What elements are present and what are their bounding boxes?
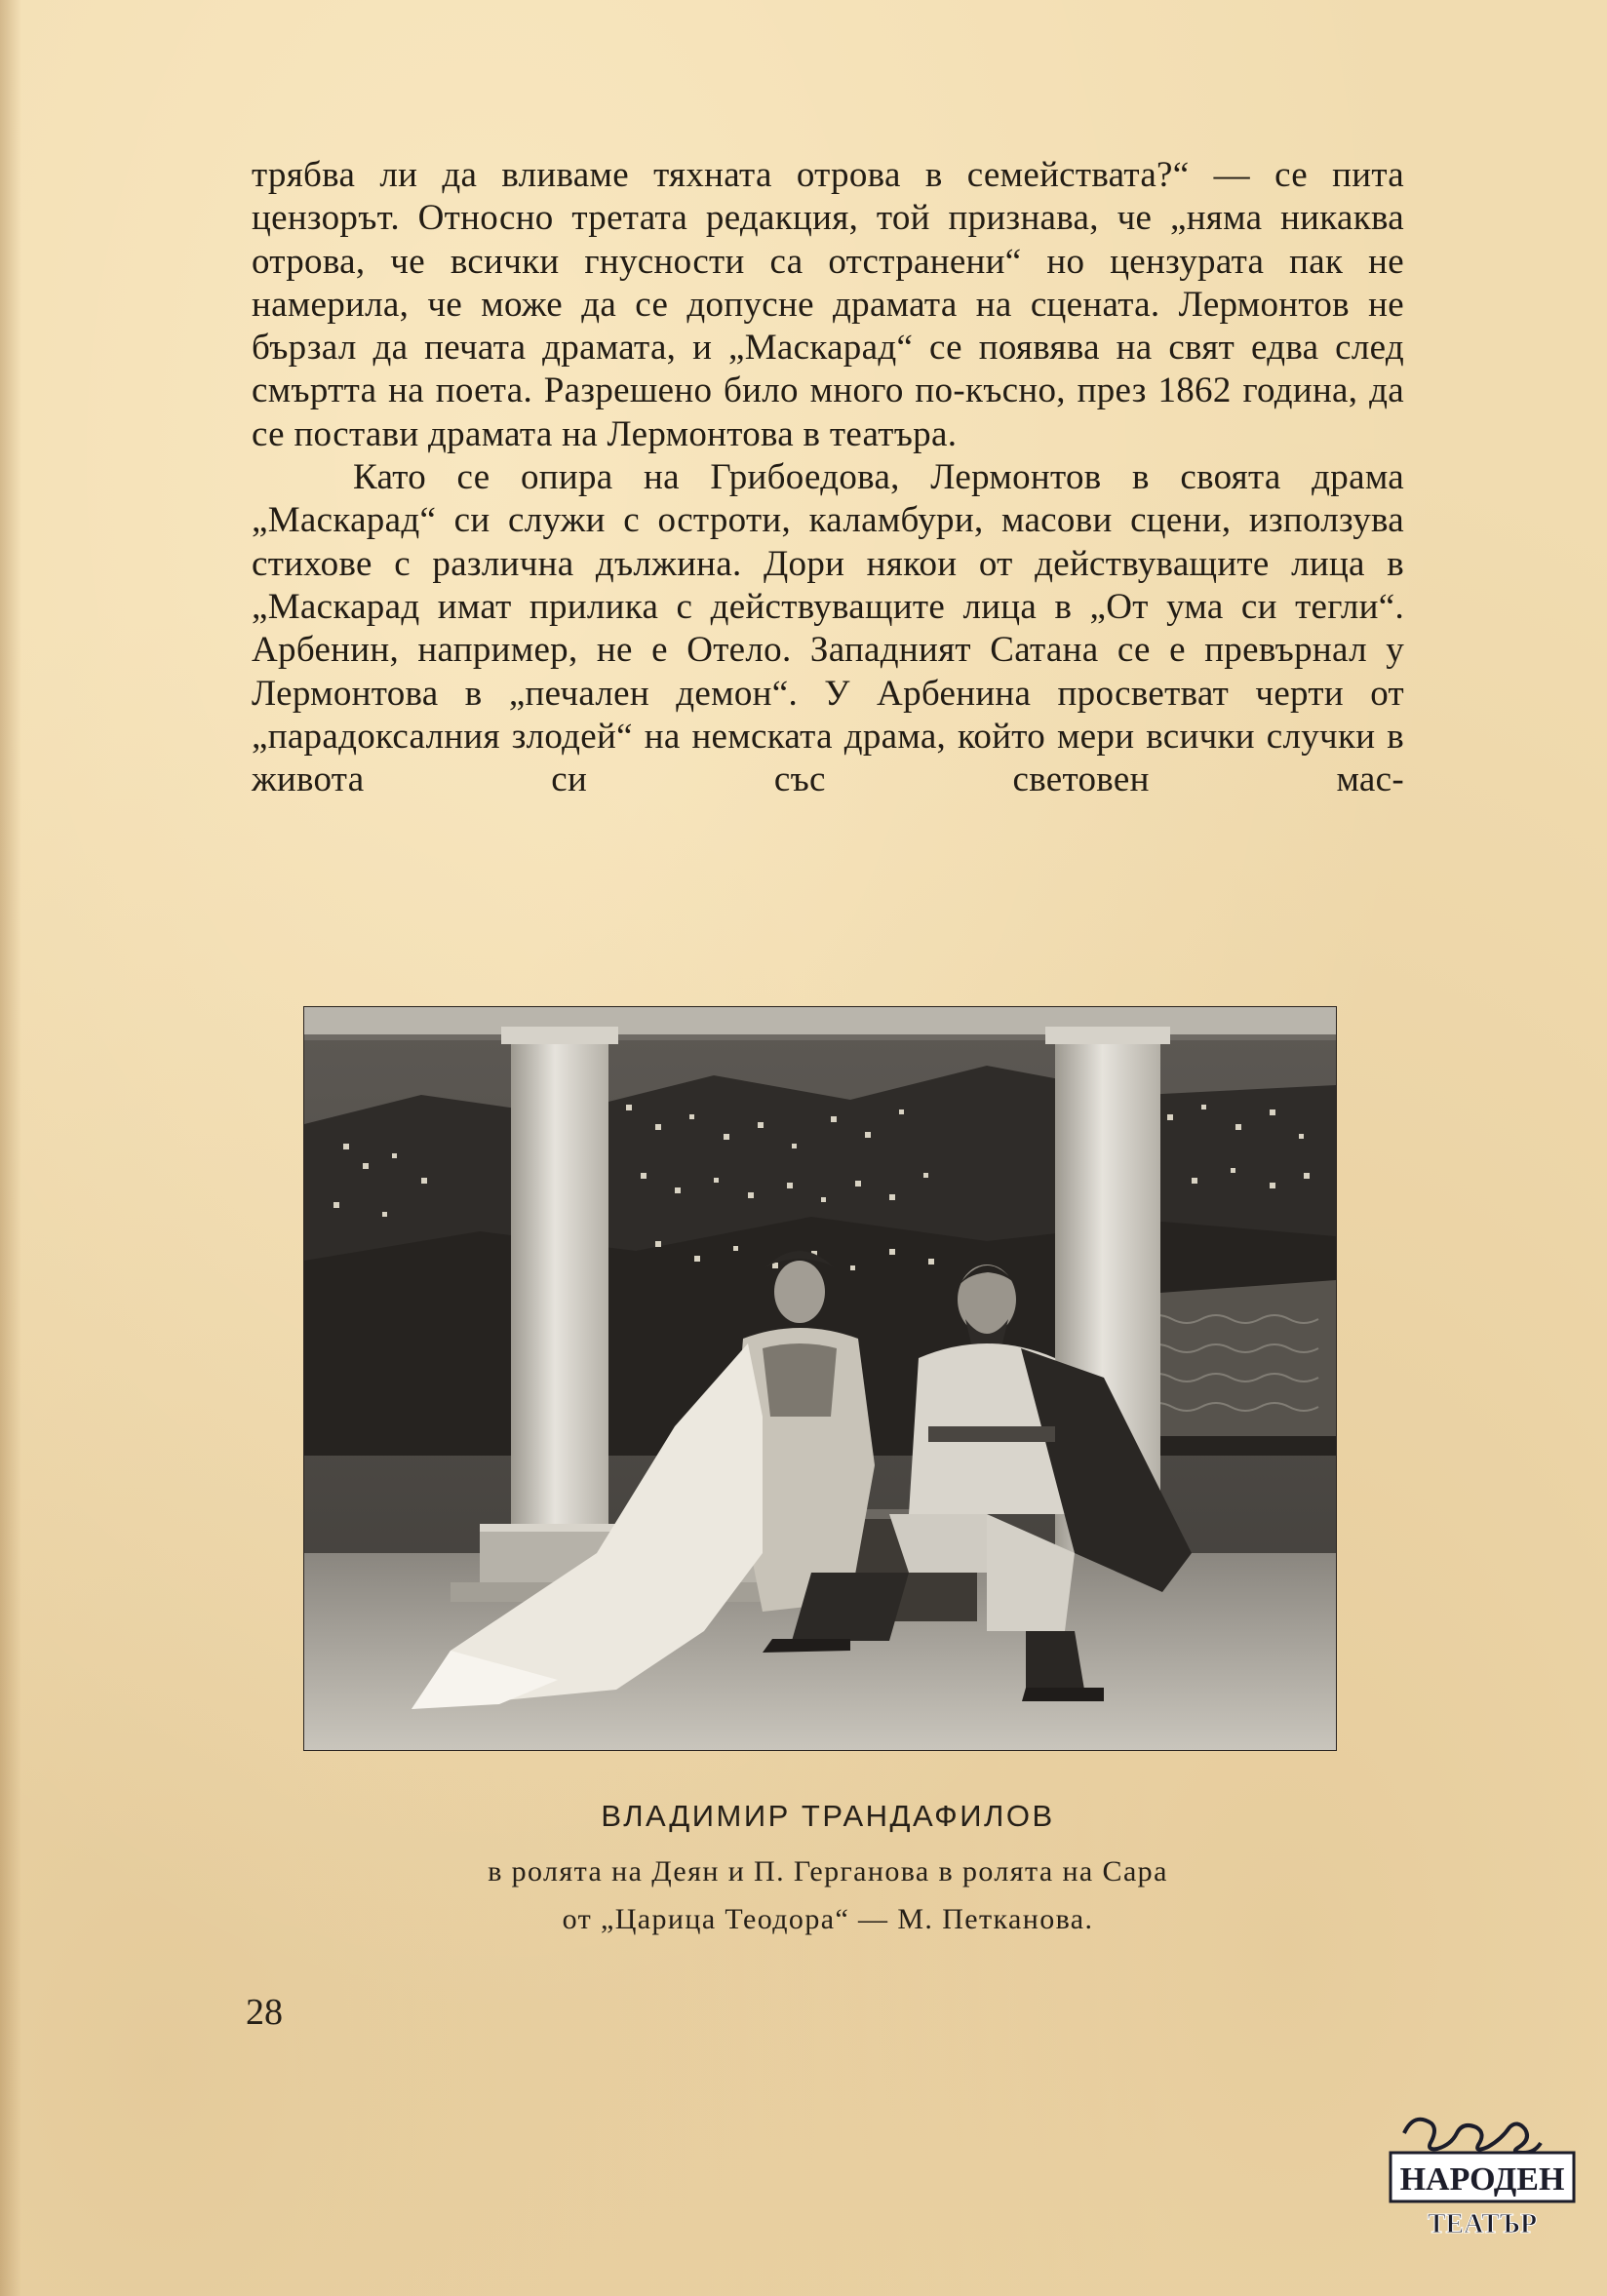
page-number: 28 (246, 1992, 283, 2033)
library-stamp (1385, 2104, 1580, 2250)
photo-illustration (304, 1007, 1336, 1750)
caption-line-2: от „Царица Теодора“ — М. Петканова. (562, 1903, 1094, 1935)
stamp-signature-mark (1404, 2120, 1541, 2153)
caption-line-1: в ролята на Деян и П. Герганова в ролята на Сара (488, 1855, 1168, 1887)
body-text (252, 154, 1404, 801)
stamp-line-1: НАРОДЕН (1399, 2161, 1565, 2198)
page-fold-shadow (0, 0, 21, 2296)
paragraph-1: трябва ли да вливаме тяхната отрова в семействата?“ — се пита цензорът. Относно третата редакция, той признава, че „няма никаква отрова, че всички гнусности са отстранени“ но цензурата пак не намерила, че може да се допусне драмата на сцената. Лермонтов не бързал да печата драмата, и „Маскарад“ се появява на свят едва след смъртта на поета. Разрешено било много по-късно, през 1862 година, да се постави драмата на Лермонтова в театъра. (252, 155, 1404, 454)
theatre-photo (303, 1006, 1337, 1751)
caption-name: ВЛАДИМИР ТРАНДАФИЛОВ (601, 1799, 1055, 1833)
paragraph-2: Като се опира на Грибоедова, Лермонтов в своята драма „Маскарад“ си служи с остроти, каламбури, масови сцени, използува стихове с различна дължина. Дори някои от действуващите лица в „Маскарад имат прилика с действуващите лица в „От ума си тегли“. Арбенин, например, не е Отело. Западният Сатана се е превърнал у Лермонтова в „печален демон“. У Арбенина просветват черти от „парадоксалния злодей“ на немската драма, който мери всички случки в живота си със световен мас- (252, 457, 1404, 800)
stamp-line-2: ТЕАТЪР (1427, 2209, 1538, 2239)
